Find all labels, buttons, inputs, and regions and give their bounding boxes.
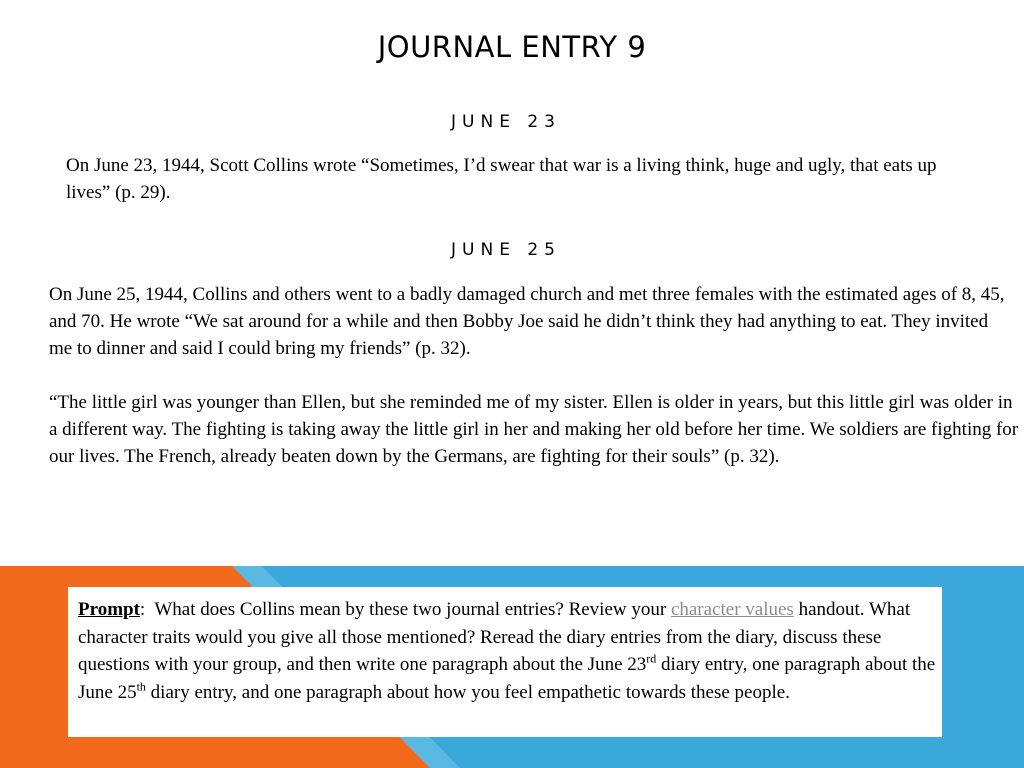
paragraph-quote: “The little girl was younger than Ellen, but she reminded me of my sister. Ellen is older in years, but this little girl was older in a different way. The fighting is taking away the little girl in her and making her old before her time. We soldiers are fighting for our lives. The French, already beaten down by the Germans, are fighting for their souls” (p. 32). — [49, 392, 1019, 467]
prompt-colon: : — [139, 599, 146, 620]
character-values-link[interactable]: character values — [670, 599, 794, 620]
superscript-th: th — [136, 679, 146, 694]
prompt-box — [68, 587, 942, 737]
paragraph-june-25: On June 25, 1944, Collins and others went to a badly damaged church and met three females with the estimated ages of 8, 45, and 70. He wrote “We sat around for a while and then Bobby Joe said he didn’t think they had anything to eat. They invited me to dinner and said I could bring my friends” (p. 32). — [49, 284, 1005, 359]
prompt-text-3: diary entry, one paragraph about the June 25 — [78, 654, 936, 703]
subheading-june-23: JUNE 23 — [451, 112, 561, 132]
prompt-text-2: handout. What character traits would you give all those mentioned? Reread the diary entries from the diary, discuss these questions with your group, and then write one paragraph about the June 23 — [78, 599, 911, 675]
paragraph-june-23: On June 23, 1944, Scott Collins wrote “Sometimes, I’d swear that war is a living think, huge and ugly, that eats up lives” (p. 29). — [66, 155, 937, 203]
superscript-rd: rd — [646, 651, 657, 666]
prompt-text-1: What does Collins mean by these two journal entries? Review your — [145, 599, 671, 620]
slide-title: JOURNAL ENTRY 9 — [377, 30, 647, 64]
prompt-label: Prompt — [78, 599, 140, 620]
prompt-text-4: diary entry, and one paragraph about how you feel empathetic towards these people. — [145, 681, 790, 703]
subheading-june-25: JUNE 25 — [451, 240, 561, 260]
